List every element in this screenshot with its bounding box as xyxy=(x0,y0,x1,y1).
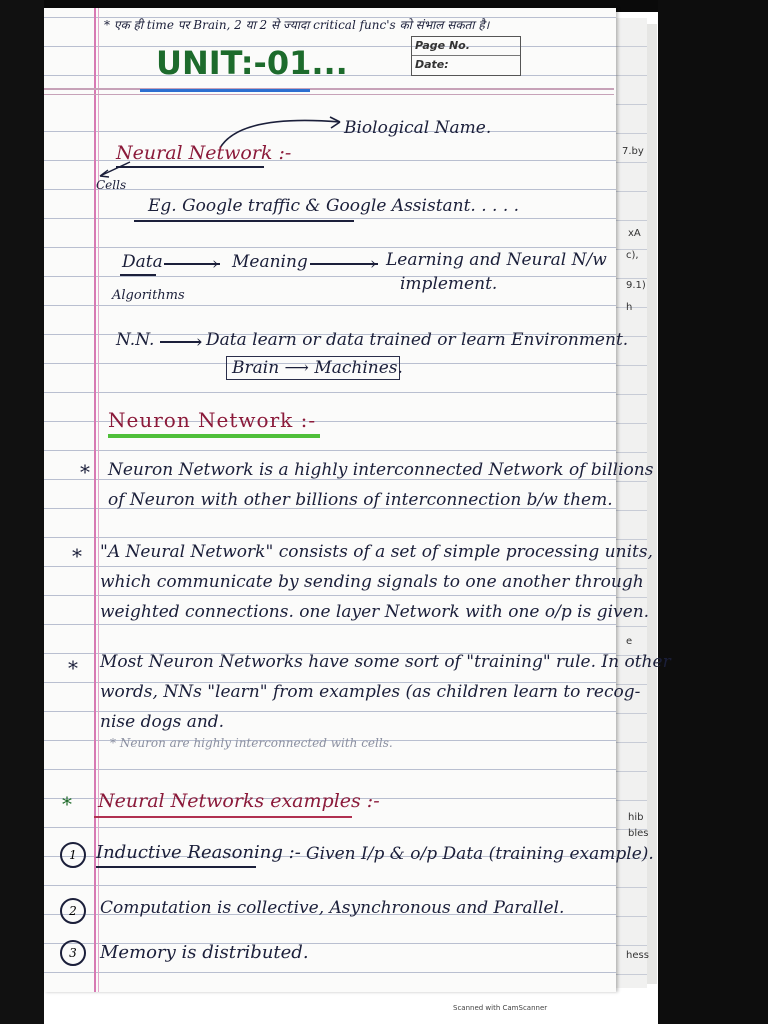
side-note-6: e xyxy=(626,636,633,647)
flow-arrow-1-head: › xyxy=(212,254,219,274)
point-3-line-3: nise dogs and. xyxy=(100,712,225,732)
bullet-star-3: * xyxy=(68,656,78,680)
next-page-edge xyxy=(612,18,647,988)
right-dark-edge xyxy=(658,0,768,1024)
neuron-network-heading: Neuron Network :- xyxy=(108,408,317,432)
example-3-text: Memory is distributed. xyxy=(100,942,309,963)
page-number-box xyxy=(411,36,521,76)
nn-arrow-head: › xyxy=(196,332,203,352)
back-page-edge xyxy=(646,24,657,984)
example-1-text: Given I/p & o/p Data (training example). xyxy=(306,844,654,864)
example-1-title-underline xyxy=(96,866,256,868)
nn-text: Data learn or data trained or learn Environment. xyxy=(206,330,629,350)
brain-machine-text: Brain ⟶ Machines. xyxy=(232,358,403,378)
point-2-line-2: which communicate by sending signals to one another through xyxy=(100,572,644,592)
neural-network-heading: Neural Network :- xyxy=(116,142,292,164)
examples-heading: Neural Networks examples :- xyxy=(98,790,380,812)
flow-data: Data xyxy=(122,252,163,272)
page-no-label: Page No. xyxy=(412,37,520,56)
example-1-title: Inductive Reasoning :- xyxy=(96,842,301,863)
header-rule xyxy=(44,88,614,90)
examples-star: * xyxy=(62,792,72,816)
example-text: Eg. Google traffic & Google Assistant. . . . . xyxy=(148,196,520,216)
side-note-4: 9.1) xyxy=(626,280,646,291)
side-note-7: hib xyxy=(628,812,644,823)
flow-learning: Learning and Neural N/w xyxy=(386,250,607,270)
point-2-line-3: weighted connections. one layer Network with one o/p is given. xyxy=(100,602,650,622)
header-rule-secondary xyxy=(44,94,614,95)
flow-arrow-2-head: › xyxy=(370,254,377,274)
point-3-line-1: Most Neuron Networks have some sort of "training" rule. In other xyxy=(100,652,671,672)
cells-label: Cells xyxy=(96,178,127,192)
example-number-1: 1 xyxy=(60,842,86,868)
bullet-star-2: * xyxy=(72,544,82,568)
nn-label: N.N. xyxy=(116,330,155,350)
left-dark-edge xyxy=(0,0,44,1024)
nn-arrow xyxy=(160,341,200,343)
faint-note: * Neuron are highly interconnected with cells. xyxy=(110,736,393,750)
example-2-text: Computation is collective, Asynchronous and Parallel. xyxy=(100,898,565,918)
side-note-3: c), xyxy=(626,250,639,261)
point-2-line-1: "A Neural Network" consists of a set of simple processing units, xyxy=(100,542,653,562)
example-underline xyxy=(134,220,354,222)
unit-title: UNIT:-01... xyxy=(156,44,348,82)
biological-name: Biological Name. xyxy=(344,118,492,138)
flow-meaning: Meaning xyxy=(232,252,308,272)
neural-heading-underline xyxy=(116,166,264,168)
side-note-9: hess xyxy=(626,950,649,961)
unit-title-underline xyxy=(140,89,310,92)
side-note-5: h xyxy=(626,302,633,313)
neuron-heading-underline xyxy=(108,434,320,438)
header-note: * एक ही time पर Brain, 2 या 2 से ज्यादा critical func's को संभाल सकता है। xyxy=(104,18,490,32)
side-note-1: 7.by xyxy=(622,146,644,157)
point-3-line-2: words, NNs "learn" from examples (as children learn to recog- xyxy=(100,682,641,702)
flow-arrow-2 xyxy=(310,263,378,265)
point-1-line-1: Neuron Network is a highly interconnected Network of billions xyxy=(108,460,654,480)
example-number-2: 2 xyxy=(60,898,86,924)
point-1-line-2: of Neuron with other billions of interconnection b/w them. xyxy=(108,490,613,510)
example-number-3: 3 xyxy=(60,940,86,966)
date-label: Date: xyxy=(415,58,449,71)
examples-heading-underline xyxy=(94,816,352,818)
flow-data-underline xyxy=(120,274,156,276)
flow-implement: implement. xyxy=(400,274,498,294)
side-note-2: xA xyxy=(628,228,641,239)
side-note-8: bles xyxy=(628,828,649,839)
scanner-footer: Scanned with CamScanner xyxy=(453,1004,548,1012)
algorithms-label: Algorithms xyxy=(112,288,185,303)
bullet-star-1: * xyxy=(80,460,90,484)
